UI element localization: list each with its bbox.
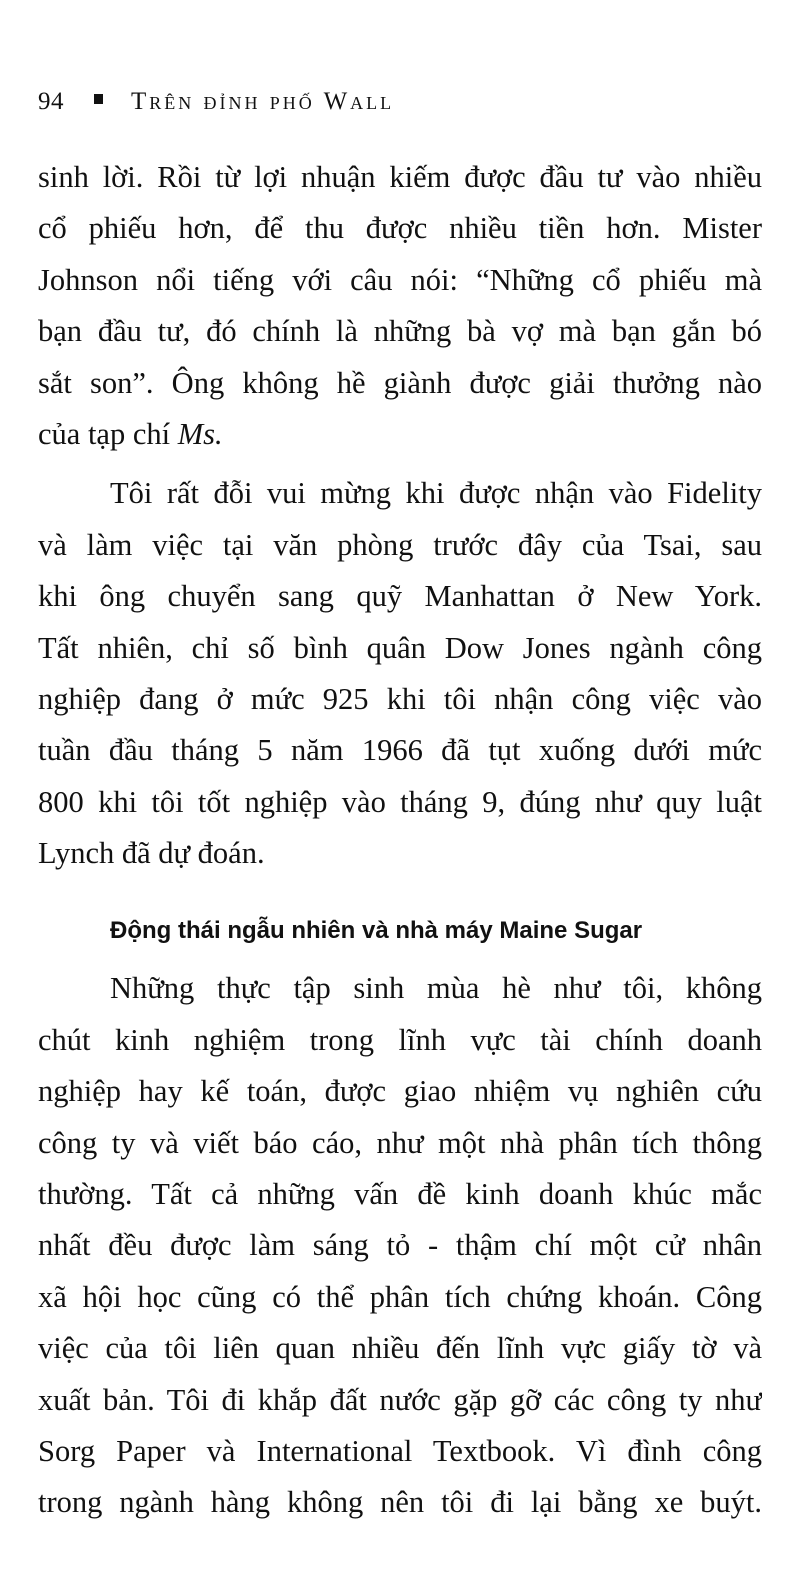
text-line: tuần đầu tháng 5 năm 1966 đã tụt xuống dưới mức: [38, 733, 762, 768]
running-header: [38, 84, 394, 120]
text-line: nghiệp đang ở mức 925 khi tôi nhận công việc vào: [38, 681, 762, 716]
text-line: thường. Tất cả những vấn đề kinh doanh khúc mắc: [38, 1177, 762, 1212]
text-fragment: của tạp chí: [38, 416, 178, 451]
text-line: cổ phiếu hơn, để thu được nhiều tiền hơn. Mister: [38, 211, 762, 246]
book-title: Trên đỉnh phố Wall: [131, 88, 395, 115]
text-line: trong ngành hàng không nên tôi đi lại bằng xe buýt.: [38, 1485, 762, 1520]
text-line: xuất bản. Tôi đi khắp đất nước gặp gỡ các công ty như: [38, 1382, 762, 1417]
text-line: xã hội học cũng có thể phân tích chứng khoán. Công: [38, 1279, 762, 1314]
text-line: sắt son”. Ông không hề giành được giải thưởng nào: [38, 365, 762, 400]
text-line: Lynch đã dự đoán.: [38, 836, 265, 871]
body-text: [38, 152, 762, 1529]
text-line: nghiệp hay kế toán, được giao nhiệm vụ nghiên cứu: [38, 1074, 762, 1109]
paragraph-3: [38, 963, 762, 1528]
text-line: chút kinh nghiệm trong lĩnh vực tài chính doanh: [38, 1022, 762, 1057]
text-line: Tôi rất đỗi vui mừng khi được nhận vào Fidelity: [110, 476, 762, 511]
text-line: Tất nhiên, chỉ số bình quân Dow Jones ngành công: [38, 630, 762, 665]
text-line: [38, 409, 762, 460]
text-line: khi ông chuyển sang quỹ Manhattan ở New York.: [38, 579, 762, 614]
section-heading: Động thái ngẫu nhiên và nhà máy Maine Sugar: [110, 917, 643, 945]
text-line: và làm việc tại văn phòng trước đây của Tsai, sau: [38, 527, 762, 562]
paragraph-1: [38, 152, 762, 460]
text-line: nhất đều được làm sáng tỏ - thậm chí một cử nhân: [38, 1228, 762, 1263]
text-line: bạn đầu tư, đó chính là những bà vợ mà bạn gắn bó: [38, 314, 762, 349]
magazine-name: Ms.: [177, 416, 223, 451]
square-bullet-icon: [94, 94, 103, 104]
text-line: 800 khi tôi tốt nghiệp vào tháng 9, đúng như quy luật: [38, 784, 762, 819]
text-line: Những thực tập sinh mùa hè như tôi, không: [110, 971, 762, 1006]
text-line: công ty và viết báo cáo, như một nhà phân tích thông: [38, 1125, 762, 1160]
paragraph-2: [38, 468, 762, 879]
page-number: 94: [38, 88, 64, 115]
text-line: việc của tôi liên quan nhiều đến lĩnh vực giấy tờ và: [38, 1331, 762, 1366]
text-line: Johnson nổi tiếng với câu nói: “Những cổ phiếu mà: [38, 262, 762, 297]
text-line: sinh lời. Rồi từ lợi nhuận kiếm được đầu tư vào nhiều: [38, 160, 762, 194]
text-line: Sorg Paper và International Textbook. Vì đình công: [38, 1433, 762, 1468]
